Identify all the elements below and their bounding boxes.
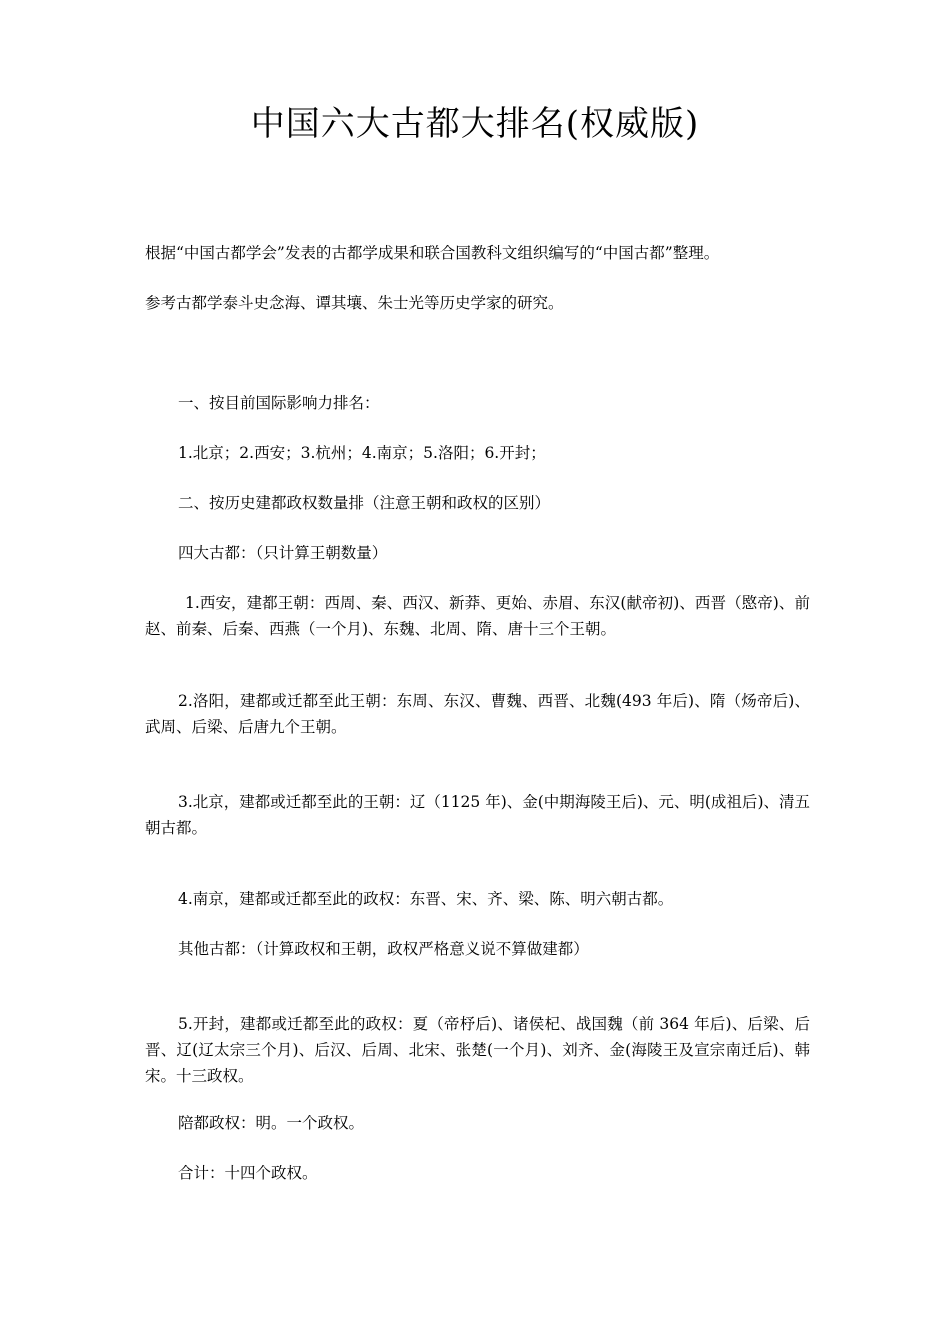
other-capitals-heading: 其他古都：（计算政权和王朝，政权严格意义说不算做建都）	[178, 940, 589, 958]
capital-item-nanjing: 4.南京，建都或迁都至此的政权：东晋、宋、齐、梁、陈、明六朝古都。	[178, 890, 674, 908]
capital-item-xian: 1.西安，建都王朝：西周、秦、西汉、新莽、更始、赤眉、东汉(献帝初)、西晋（愍帝)、前赵、前秦、后秦、西燕（一个月)、东魏、北周、隋、唐十三个王朝。	[145, 594, 810, 638]
intro-paragraph-reference: 参考古都学泰斗史念海、谭其壤、朱士光等历史学家的研究。	[145, 294, 564, 312]
four-capitals-heading: 四大古都：（只计算王朝数量）	[178, 544, 388, 562]
total-note: 合计：十四个政权。	[178, 1164, 318, 1182]
accompanying-capital-note: 陪都政权：明。一个政权。	[178, 1114, 365, 1132]
section1-heading: 一、按目前国际影响力排名：	[178, 394, 380, 412]
section2-heading: 二、按历史建都政权数量排（注意王朝和政权的区别）	[178, 494, 551, 512]
intro-paragraph-source: 根据“中国古都学会”发表的古都学成果和联合国教科文组织编写的“中国古都”整理。	[145, 244, 720, 262]
capital-item-kaifeng: 5.开封，建都或迁都至此的政权：夏（帝杼后)、诸侯杞、战国魏（前 364 年后)、后梁、后晋、辽(辽太宗三个月)、后汉、后周、北宋、张楚(一个月)、刘齐、金(海陵王及宣宗南迁后)、韩宋。十三政权。	[145, 1015, 810, 1085]
capital-item-luoyang: 2.洛阳，建都或迁都至此王朝：东周、东汉、曹魏、西晋、北魏(493 年后)、隋（炀帝后)、武周、后梁、后唐九个王朝。	[145, 692, 810, 736]
section1-ranking: 1.北京；2.西安；3.杭州；4.南京；5.洛阳；6.开封；	[178, 444, 546, 462]
document-title: 中国六大古都大排名(权威版)	[250, 104, 700, 144]
capital-item-beijing: 3.北京，建都或迁都至此的王朝：辽（1125 年)、金(中期海陵王后)、元、明(成祖后)、清五朝古都。	[145, 793, 810, 837]
